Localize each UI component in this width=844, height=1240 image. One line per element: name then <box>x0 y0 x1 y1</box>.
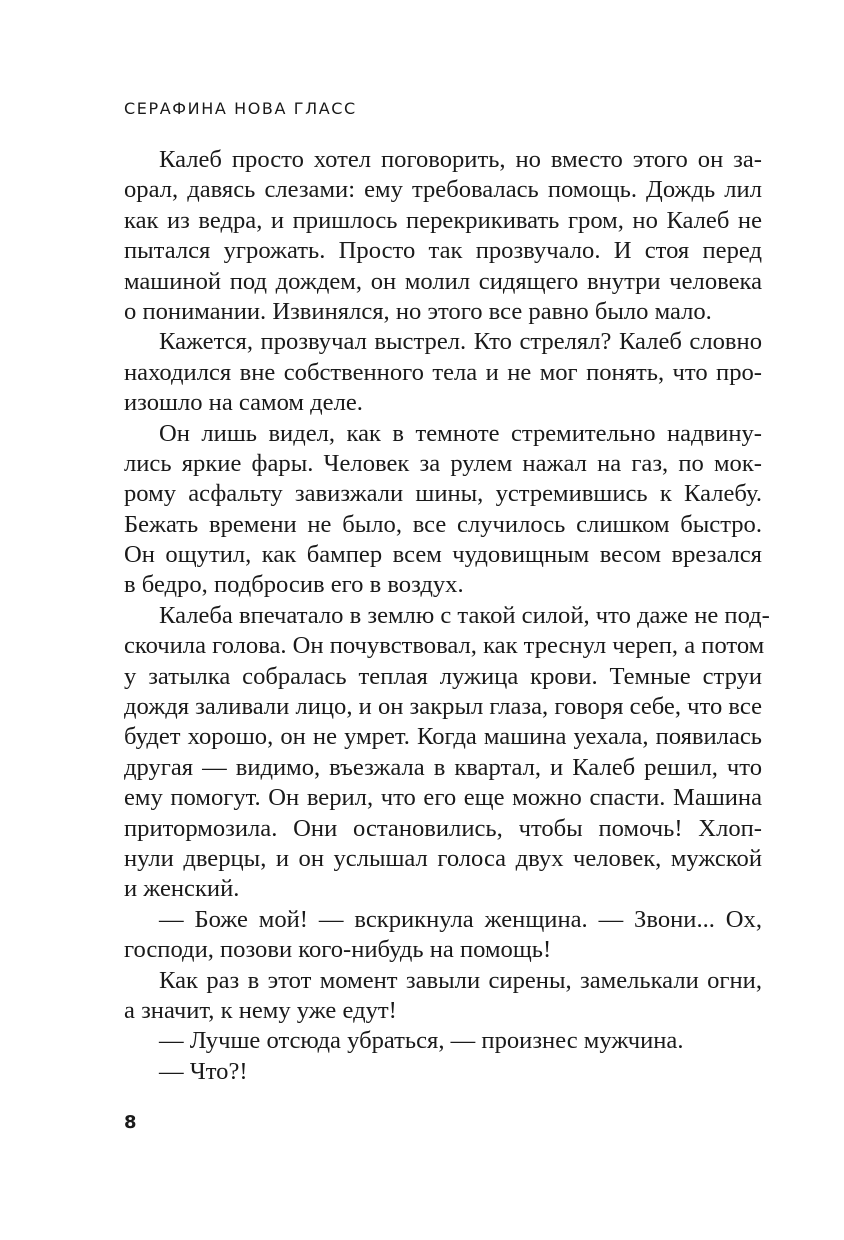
text-line: и женский. <box>124 875 240 903</box>
text-line: машиной под дождем, он молил сидящего внутри человека <box>124 267 762 295</box>
text-line: Как раз в этот момент завыли сирены, замелькали огни, <box>159 966 762 994</box>
text-line: Бежать времени не было, все случилось слишком быстро. <box>124 510 762 538</box>
text-line: лись яркие фары. Человек за рулем нажал на газ, по мок- <box>124 449 762 477</box>
text-line: изошло на самом деле. <box>124 389 363 417</box>
text-line: а значит, к нему уже едут! <box>124 996 397 1024</box>
text-line: будет хорошо, он не умрет. Когда машина уехала, появилась <box>124 723 762 751</box>
text-line: в бедро, подбросив его в воздух. <box>124 571 464 599</box>
text-line: как из ведра, и пришлось перекрикивать гром, но Калеб не <box>124 206 762 234</box>
text-line: находился вне собственного тела и не мог понять, что про- <box>124 358 762 386</box>
text-line: о понимании. Извинялся, но этого все равно было мало. <box>124 297 712 325</box>
text-line: Он лишь видел, как в темноте стремительно надвину- <box>159 419 762 447</box>
text-line: дождя заливали лицо, и он закрыл глаза, говоря себе, что все <box>124 693 762 721</box>
text-line: скочила голова. Он почувствовал, как треснул череп, а потом <box>124 632 765 660</box>
text-line: притормозила. Они остановились, чтобы помочь! Хлоп- <box>124 814 762 842</box>
text-line: — Что?! <box>159 1057 248 1085</box>
text-line: Калеба впечатало в землю с такой силой, что даже не под- <box>159 601 770 629</box>
text-line: Калеб просто хотел поговорить, но вместо этого он за- <box>159 146 762 173</box>
page-number: 8 <box>124 1112 137 1133</box>
text-line: — Боже мой! — вскрикнула женщина. — Звони... Ох, <box>159 905 762 933</box>
text-line: другая — видимо, въезжала в квартал, и Калеб решил, что <box>124 753 762 781</box>
text-line: Кажется, прозвучал выстрел. Кто стрелял? Калеб словно <box>159 328 762 356</box>
text-line: Он ощутил, как бампер всем чудовищным весом врезался <box>124 541 762 569</box>
text-line: орал, давясь слезами: ему требовалась помощь. Дождь лил <box>124 176 762 204</box>
text-line: пытался угрожать. Просто так прозвучало. И стоя перед <box>124 237 762 265</box>
running-head: СЕРАФИНА НОВА ГЛАСС <box>124 99 357 118</box>
text-line: рому асфальту завизжали шины, устремившись к Калебу. <box>124 480 762 508</box>
text-line: у затылка собралась теплая лужица крови. Темные струи <box>124 662 762 690</box>
text-line: господи, позови кого-нибудь на помощь! <box>124 936 552 964</box>
text-line: нули дверцы, и он услышал голоса двух человек, мужской <box>124 844 762 872</box>
text-line: ему помогут. Он верил, что его еще можно спасти. Машина <box>124 784 762 812</box>
body-text <box>124 145 770 1087</box>
text-line: — Лучше отсюда убраться, — произнес мужчина. <box>159 1027 684 1055</box>
